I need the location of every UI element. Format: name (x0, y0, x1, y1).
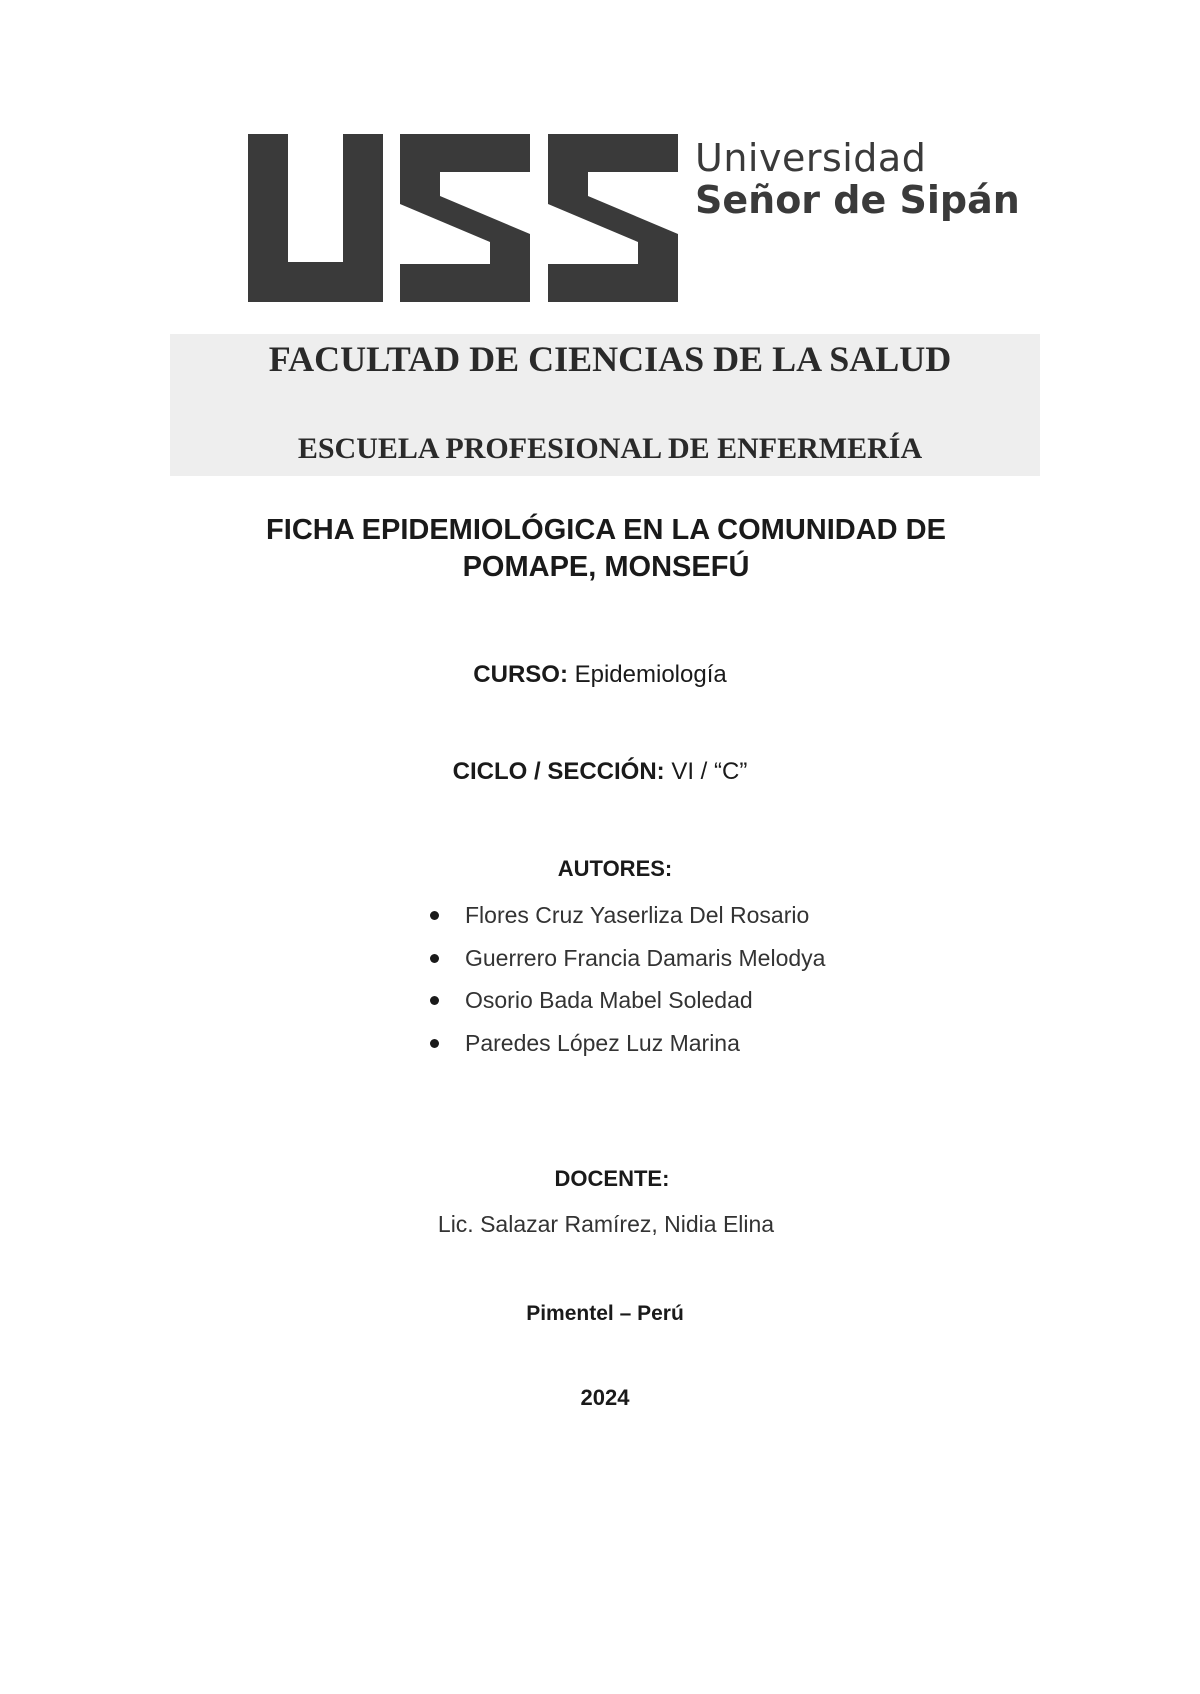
author-name: Guerrero Francia Damaris Melodya (465, 944, 826, 971)
authors-heading: AUTORES: (557, 856, 673, 881)
course-line (0, 661, 1200, 689)
uss-logo-mark (248, 134, 688, 304)
faculty-title: FACULTAD DE CIENCIAS DE LA SALUD (268, 339, 952, 379)
list-item (430, 985, 825, 1028)
university-logo (248, 134, 1020, 304)
cycle-line (0, 758, 1200, 786)
bullet-icon (430, 954, 439, 963)
list-item (430, 943, 825, 986)
bullet-icon (430, 911, 439, 920)
list-item (430, 1028, 825, 1071)
bullet-icon (430, 1039, 439, 1048)
place-text: Pimentel – Perú (526, 1302, 684, 1325)
author-name: Osorio Bada Mabel Soledad (465, 987, 753, 1013)
cycle-label: CICLO / SECCIÓN: (452, 758, 665, 785)
teacher-heading: DOCENTE: (554, 1166, 670, 1191)
logo-name-text: Señor de Sipán (695, 178, 1020, 222)
teacher-name: Lic. Salazar Ramírez, Nidia Elina (437, 1211, 775, 1237)
author-name: Paredes López Luz Marina (465, 1029, 740, 1056)
cycle-value: VI / “C” (664, 758, 748, 785)
authors-list (430, 900, 825, 1070)
course-value: Epidemiología (567, 661, 727, 688)
logo-university-text: Universidad (695, 136, 927, 180)
year-text: 2024 (580, 1385, 630, 1410)
course-label: CURSO: (473, 661, 568, 688)
document-title: FICHA EPIDEMIOLÓGICA EN LA COMUNIDAD DE POMAPE, MONSEFÚ (266, 514, 946, 583)
bullet-icon (430, 996, 439, 1005)
list-item (430, 900, 825, 943)
school-title: ESCUELA PROFESIONAL DE ENFERMERÍA (297, 432, 923, 465)
faculty-band (170, 334, 1040, 476)
author-name: Flores Cruz Yaserliza Del Rosario (465, 902, 810, 928)
